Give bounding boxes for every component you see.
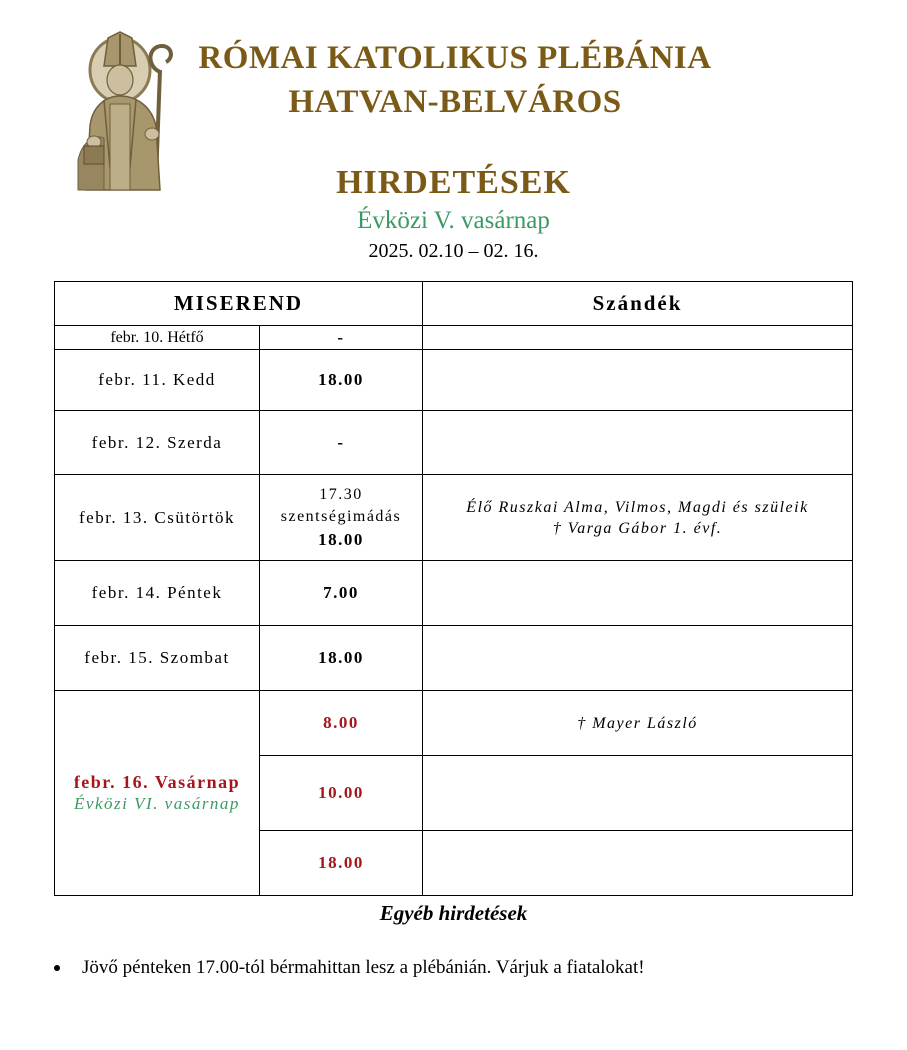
intent-cell	[423, 411, 853, 475]
table-row	[55, 561, 853, 626]
intent-cell	[423, 326, 853, 350]
intent-line: † Varga Gábor 1. évf.	[552, 519, 723, 537]
day-cell: febr. 15. Szombat	[55, 626, 260, 691]
bullet-icon	[54, 965, 60, 971]
intent-line: Élő Ruszkai Alma, Vilmos, Magdi és szüleik	[466, 498, 809, 516]
list-item	[54, 954, 894, 982]
day-cell: febr. 14. Péntek	[55, 561, 260, 626]
day-cell: febr. 12. Szerda	[55, 411, 260, 475]
time-cell: 8.00	[260, 691, 423, 756]
day-cell: febr. 11. Kedd	[55, 350, 260, 411]
time-cell	[260, 475, 423, 561]
intent-cell	[423, 350, 853, 411]
announcement-text: Jövő pénteken 17.00-tól bérmahittan lesz a plébánián. Várjuk a fiatalokat!	[82, 957, 645, 978]
time-cell: 18.00	[260, 626, 423, 691]
time-cell: 18.00	[260, 350, 423, 411]
table-row	[55, 626, 853, 691]
time-cell: 18.00	[260, 831, 423, 896]
time-cell: -	[260, 326, 423, 350]
table-row	[55, 411, 853, 475]
intent-cell	[423, 831, 853, 896]
announcement-list	[54, 954, 894, 982]
parish-name-line1: RÓMAI KATOLIKUS PLÉBÁNIA	[198, 40, 712, 76]
time-cell: -	[260, 411, 423, 475]
time-cell: 7.00	[260, 561, 423, 626]
time-pre: 17.30	[319, 485, 363, 503]
page-title: HIRDETÉSEK	[336, 164, 571, 201]
sunday-liturgical-name: Évközi VI. vasárnap	[74, 794, 240, 813]
intent-cell	[423, 475, 853, 561]
intent-cell	[423, 561, 853, 626]
date-range: 2025. 02.10 – 02. 16.	[368, 240, 539, 262]
intent-cell	[423, 626, 853, 691]
table-row	[55, 350, 853, 411]
day-cell: febr. 13. Csütörtök	[55, 475, 260, 561]
liturgical-sunday: Évközi V. vasárnap	[357, 207, 550, 234]
mass-schedule-table	[54, 281, 853, 896]
time-note: szentségimádás	[280, 507, 402, 525]
day-cell: febr. 10. Hétfő	[55, 326, 260, 350]
table-row	[55, 326, 853, 350]
header-miserend: MISEREND	[55, 282, 423, 326]
table-row	[55, 475, 853, 561]
table-header-row	[55, 282, 853, 326]
sunday-day-name: febr. 16. Vasárnap	[73, 772, 241, 792]
time-cell: 10.00	[260, 756, 423, 831]
other-announcements-title: Egyéb hirdetések	[379, 901, 528, 925]
time-main: 18.00	[318, 529, 364, 549]
parish-name-line2: HATVAN-BELVÁROS	[288, 84, 622, 120]
table-row	[55, 691, 853, 756]
intent-cell: † Mayer László	[423, 691, 853, 756]
sunday-day-cell	[55, 691, 260, 896]
header-szandek: Szándék	[423, 282, 853, 326]
intent-cell	[423, 756, 853, 831]
